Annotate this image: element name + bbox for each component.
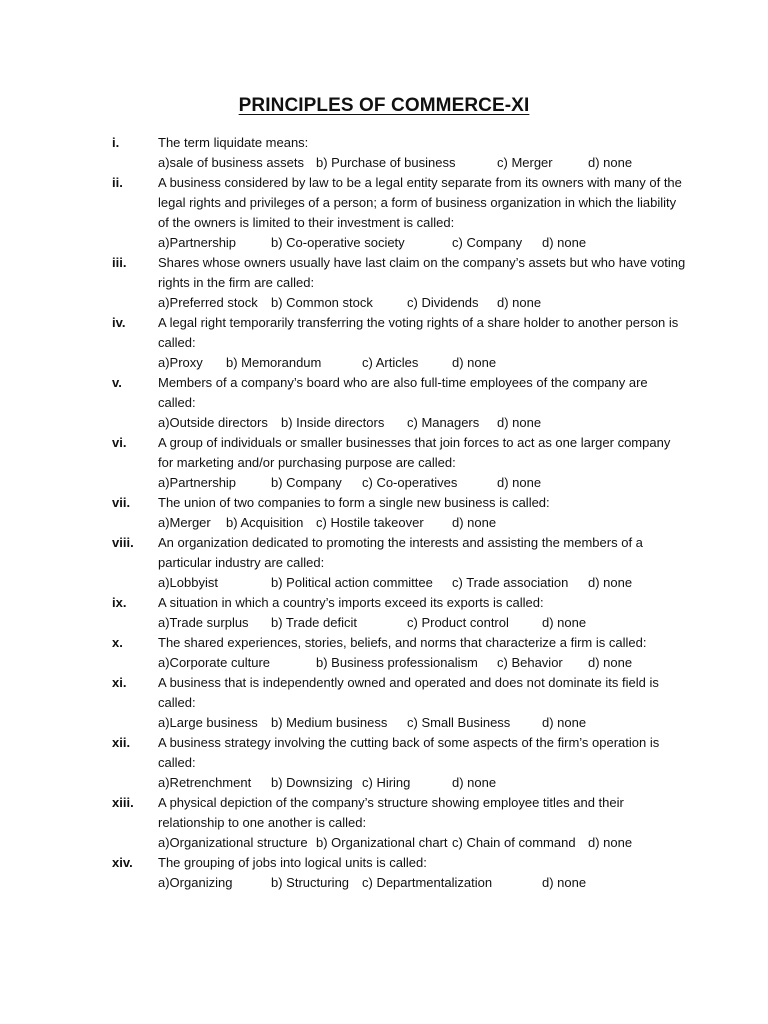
option-a: a)Lobbyist [158,575,218,590]
question-item [0,373,768,433]
option-b: b) Structuring [271,875,350,890]
question-text: The grouping of jobs into logical units is called: [158,855,427,870]
question-item [0,173,768,253]
question-number: iv. [112,315,126,330]
option-d: d) none [588,835,633,850]
option-c: c) Small Business [407,715,511,730]
question-number: i. [112,135,120,150]
question-number: viii. [112,535,134,550]
question-number: xii. [112,735,131,750]
question-item [0,493,768,533]
option-b: b) Medium business [271,715,388,730]
option-c: c) Company [452,235,523,250]
option-d: d) none [542,715,587,730]
question-number: vi. [112,435,127,450]
question-text: The term liquidate means: [158,135,309,150]
option-c: c) Product control [407,615,509,630]
question-text: Shares whose owners usually have last claim on the company’s assets but who have voting rights in the firm are called: [158,255,686,290]
options-row [0,713,768,733]
options-row [0,153,768,173]
options-row [0,573,768,593]
option-d: d) none [542,235,587,250]
option-b: b) Organizational chart [316,835,448,850]
option-a: a)Preferred stock [158,295,258,310]
question-number: ii. [112,175,123,190]
question-item [0,253,768,313]
question-number: v. [112,375,122,390]
option-b: b) Co-operative society [271,235,405,250]
question-item [0,633,768,673]
option-c: c) Hiring [362,775,411,790]
option-a: a)Merger [158,515,211,530]
option-b: b) Company [271,475,342,490]
option-a: a)Proxy [158,355,203,370]
option-d: d) none [497,475,542,490]
option-c: c) Managers [407,415,480,430]
option-c: c) Dividends [407,295,479,310]
option-d: d) none [452,775,497,790]
question-item [0,133,768,173]
options-row [0,613,768,633]
option-c: c) Articles [362,355,419,370]
options-row [0,293,768,313]
option-d: d) none [497,295,542,310]
option-c: c) Chain of command [452,835,576,850]
options-row [0,353,768,373]
option-a: a)Outside directors [158,415,268,430]
option-b: b) Downsizing [271,775,353,790]
options-row [0,513,768,533]
question-text: The union of two companies to form a single new business is called: [158,495,550,510]
question-text: An organization dedicated to promoting the interests and assisting the members of a particular industry are called: [158,535,643,570]
question-item [0,593,768,633]
option-a: a)Partnership [158,235,237,250]
option-d: d) none [452,355,497,370]
option-a: a)Trade surplus [158,615,249,630]
question-item [0,673,768,733]
question-number: xiv. [112,855,133,870]
option-c: c) Hostile takeover [316,515,424,530]
question-text: Members of a company’s board who are also full-time employees of the company are called: [158,375,648,410]
option-d: d) none [588,655,633,670]
option-b: b) Memorandum [226,355,322,370]
options-row [0,413,768,433]
question-number: ix. [112,595,127,610]
question-number: iii. [112,255,127,270]
question-item [0,733,768,793]
option-c: c) Co-operatives [362,475,458,490]
question-item [0,433,768,493]
option-b: b) Political action committee [271,575,433,590]
option-a: a)sale of business assets [158,155,304,170]
option-d: d) none [497,415,542,430]
question-item [0,313,768,373]
question-number: xiii. [112,795,134,810]
option-a: a)Retrenchment [158,775,252,790]
option-a: a)Corporate culture [158,655,270,670]
option-a: a)Partnership [158,475,237,490]
option-d: d) none [542,615,587,630]
options-row [0,773,768,793]
question-text: A legal right temporarily transferring the voting rights of a share holder to another person is called: [158,315,679,350]
option-d: d) none [588,155,633,170]
options-row [0,833,768,853]
option-c: c) Behavior [497,655,563,670]
option-b: b) Common stock [271,295,373,310]
document-title [0,94,768,118]
question-text: A business considered by law to be a legal entity separate from its owners with many of the legal rights and privileges of a person; a form of business organization in which the liability of the owners is limited to their investment is called: [158,175,682,230]
document-title-text: PRINCIPLES OF COMMERCE-XI [238,95,530,116]
option-b: b) Business professionalism [316,655,478,670]
option-c: c) Merger [497,155,553,170]
question-number: xi. [112,675,127,690]
option-a: a)Large business [158,715,258,730]
question-number: vii. [112,495,131,510]
option-d: d) none [542,875,587,890]
option-b: b) Trade deficit [271,615,357,630]
question-text: A situation in which a country’s imports exceed its exports is called: [158,595,544,610]
option-a: a)Organizing [158,875,233,890]
option-d: d) none [588,575,633,590]
question-text: A business that is independently owned and operated and does not dominate its field is called: [158,675,659,710]
options-row [0,233,768,253]
question-text: A group of individuals or smaller businesses that join forces to act as one larger company for marketing and/or purchasing purpose are called: [158,435,671,470]
option-c: c) Trade association [452,575,569,590]
question-item [0,853,768,893]
question-item [0,793,768,853]
question-text: The shared experiences, stories, beliefs, and norms that characterize a firm is called: [158,635,647,650]
question-text: A business strategy involving the cutting back of some aspects of the firm’s operation is called: [158,735,660,770]
option-b: b) Purchase of business [316,155,456,170]
option-b: b) Inside directors [281,415,385,430]
question-list [0,133,768,893]
options-row [0,653,768,673]
question-text: A physical depiction of the company’s structure showing employee titles and their relationship to one another is called: [158,795,624,830]
options-row [0,873,768,893]
options-row [0,473,768,493]
option-a: a)Organizational structure [158,835,308,850]
question-number: x. [112,635,123,650]
option-c: c) Departmentalization [362,875,493,890]
option-d: d) none [452,515,497,530]
option-b: b) Acquisition [226,515,304,530]
question-item [0,533,768,593]
